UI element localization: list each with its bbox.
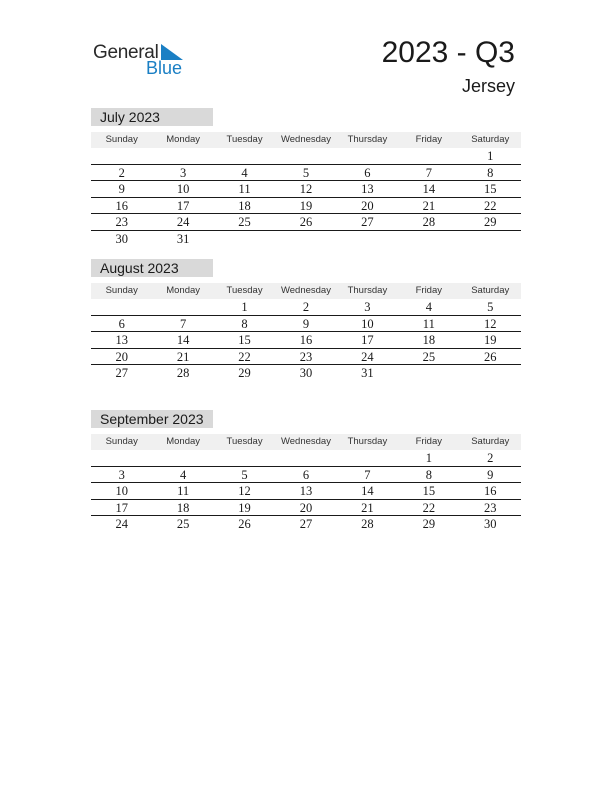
weekday-label: Tuesday xyxy=(226,134,263,145)
day-cell: 30 xyxy=(299,366,313,380)
week-row xyxy=(91,165,521,182)
day-cell xyxy=(275,450,336,466)
day-cell: 2 xyxy=(302,300,310,314)
day-cell: 7 xyxy=(180,316,187,331)
day-cell: 12 xyxy=(299,182,313,196)
day-cell: 1 xyxy=(425,451,432,465)
day-cell: 30 xyxy=(483,517,497,531)
day-cell: 23 xyxy=(483,500,497,515)
week-row xyxy=(91,349,521,366)
day-cell: 16 xyxy=(115,198,128,213)
day-cell: 14 xyxy=(176,333,190,347)
day-cell xyxy=(214,148,275,164)
day-cell: 28 xyxy=(422,215,436,229)
day-cell xyxy=(398,365,459,382)
day-cell: 6 xyxy=(364,165,371,180)
day-cell: 11 xyxy=(177,484,190,498)
weekday-label: Monday xyxy=(166,134,201,145)
day-cell: 16 xyxy=(483,484,497,498)
day-cell: 11 xyxy=(238,182,251,196)
day-cell: 6 xyxy=(302,467,310,482)
day-cell: 4 xyxy=(425,300,432,314)
week-row xyxy=(91,450,521,467)
day-cell: 19 xyxy=(238,500,251,515)
day-cell: 6 xyxy=(118,316,125,331)
day-cell xyxy=(460,231,521,248)
day-cell: 18 xyxy=(422,333,436,347)
weekday-label: Wednesday xyxy=(280,134,331,145)
day-cell xyxy=(152,148,213,164)
day-cell: 8 xyxy=(425,467,432,482)
day-cell: 5 xyxy=(302,165,310,180)
month-july xyxy=(91,108,521,247)
weekday-label: Wednesday xyxy=(280,436,331,447)
week-row xyxy=(91,214,521,231)
day-cell xyxy=(337,231,398,248)
day-cell: 25 xyxy=(176,517,190,531)
day-cell: 27 xyxy=(115,366,128,380)
day-cell: 12 xyxy=(483,316,497,331)
day-cell: 12 xyxy=(238,484,251,498)
weekday-label: Sunday xyxy=(105,436,138,447)
day-cell: 19 xyxy=(483,333,497,347)
weekday-label: Sunday xyxy=(105,285,138,296)
day-cell: 8 xyxy=(241,316,248,331)
month-title: September 2023 xyxy=(91,410,213,428)
day-cell: 10 xyxy=(115,484,128,498)
day-cell: 25 xyxy=(238,215,251,229)
day-cell: 31 xyxy=(176,231,190,246)
day-cell xyxy=(398,148,459,164)
day-cell: 28 xyxy=(176,366,190,380)
week-row xyxy=(91,198,521,215)
day-cell: 24 xyxy=(115,517,128,531)
weekday-label: Saturday xyxy=(471,134,510,145)
day-cell: 8 xyxy=(487,165,494,180)
week-row xyxy=(91,365,521,382)
day-cell: 17 xyxy=(115,500,128,515)
day-cell: 27 xyxy=(299,517,313,531)
day-cell: 24 xyxy=(176,215,190,229)
day-cell xyxy=(398,231,459,248)
day-cell: 4 xyxy=(180,467,187,482)
weekday-label: Tuesday xyxy=(226,285,263,296)
month-september xyxy=(91,410,521,533)
weekday-header-row xyxy=(91,283,521,299)
day-cell: 21 xyxy=(361,500,374,515)
week-row xyxy=(91,316,521,333)
day-cell xyxy=(91,450,152,466)
day-cell: 29 xyxy=(483,215,497,229)
weekday-label: Saturday xyxy=(471,436,510,447)
day-cell xyxy=(275,148,336,164)
day-cell xyxy=(214,231,275,248)
weekday-label: Thursday xyxy=(347,285,388,296)
day-cell: 17 xyxy=(361,333,374,347)
day-cell: 29 xyxy=(422,517,436,531)
day-cell: 21 xyxy=(422,198,436,213)
weekday-label: Tuesday xyxy=(226,436,263,447)
day-cell: 3 xyxy=(180,165,187,180)
week-row xyxy=(91,181,521,198)
day-cell: 1 xyxy=(241,300,248,314)
day-cell: 5 xyxy=(487,300,494,314)
day-cell: 22 xyxy=(483,198,497,213)
day-cell: 23 xyxy=(115,215,128,229)
day-cell: 28 xyxy=(361,517,374,531)
day-cell: 25 xyxy=(422,349,436,364)
day-cell: 13 xyxy=(115,333,128,347)
day-cell: 11 xyxy=(422,316,435,331)
weekday-header-row xyxy=(91,434,521,450)
weekday-label: Monday xyxy=(166,436,201,447)
weekday-label: Monday xyxy=(166,285,201,296)
weekday-header-row xyxy=(91,132,521,148)
day-cell: 21 xyxy=(176,349,190,364)
week-row xyxy=(91,483,521,500)
day-cell: 26 xyxy=(299,215,313,229)
day-cell: 17 xyxy=(176,198,190,213)
day-cell: 27 xyxy=(361,215,374,229)
day-cell: 23 xyxy=(299,349,313,364)
day-cell: 3 xyxy=(364,300,371,314)
day-cell: 4 xyxy=(241,165,248,180)
week-row xyxy=(91,467,521,484)
week-row xyxy=(91,231,521,248)
day-cell: 22 xyxy=(238,349,251,364)
day-cell xyxy=(91,299,152,315)
week-row xyxy=(91,516,521,533)
day-cell: 2 xyxy=(118,165,125,180)
day-cell: 13 xyxy=(299,484,313,498)
day-cell: 13 xyxy=(361,182,374,196)
day-cell xyxy=(337,148,398,164)
logo-general-text: General xyxy=(93,42,159,63)
day-cell: 15 xyxy=(483,182,497,196)
day-cell: 20 xyxy=(115,349,128,364)
weekday-label: Friday xyxy=(415,436,443,447)
day-cell: 9 xyxy=(487,467,494,482)
month-title: August 2023 xyxy=(91,259,213,277)
weekday-label: Thursday xyxy=(347,134,388,145)
day-cell: 16 xyxy=(299,333,313,347)
weekday-label: Wednesday xyxy=(280,285,331,296)
day-cell xyxy=(460,365,521,382)
day-cell xyxy=(275,231,336,248)
day-cell: 22 xyxy=(422,500,436,515)
day-cell: 30 xyxy=(115,231,128,246)
month-august xyxy=(91,259,521,382)
day-cell: 19 xyxy=(299,198,313,213)
day-cell xyxy=(214,450,275,466)
day-cell: 15 xyxy=(422,484,436,498)
day-cell: 26 xyxy=(238,517,251,531)
day-cell xyxy=(337,450,398,466)
weekday-label: Friday xyxy=(415,285,443,296)
logo-blue-text: Blue xyxy=(146,58,183,78)
day-cell: 31 xyxy=(361,366,374,380)
day-cell: 15 xyxy=(238,333,251,347)
day-cell xyxy=(91,148,152,164)
day-cell xyxy=(152,299,213,315)
week-row xyxy=(91,332,521,349)
day-cell: 5 xyxy=(241,467,248,482)
day-cell: 2 xyxy=(487,451,494,465)
day-cell: 10 xyxy=(176,182,190,196)
day-cell: 29 xyxy=(238,366,251,380)
day-cell: 24 xyxy=(361,349,374,364)
day-cell: 7 xyxy=(364,467,371,482)
week-row xyxy=(91,148,521,165)
day-cell: 7 xyxy=(425,165,432,180)
page-title: 2023 - Q3 xyxy=(381,36,515,69)
day-cell: 14 xyxy=(422,182,436,196)
day-cell: 10 xyxy=(361,316,374,331)
day-cell: 3 xyxy=(118,467,125,482)
day-cell xyxy=(152,450,213,466)
week-row xyxy=(91,299,521,316)
weekday-label: Saturday xyxy=(471,285,510,296)
day-cell: 18 xyxy=(238,198,251,213)
day-cell: 9 xyxy=(118,182,125,196)
weekday-label: Friday xyxy=(415,134,443,145)
day-cell: 1 xyxy=(487,149,494,163)
week-row xyxy=(91,500,521,517)
day-cell: 14 xyxy=(361,484,374,498)
day-cell: 9 xyxy=(302,316,310,331)
weekday-label: Sunday xyxy=(105,134,138,145)
generalblue-logo xyxy=(93,40,193,80)
country-name: Jersey xyxy=(461,76,515,96)
day-cell: 20 xyxy=(299,500,313,515)
day-cell: 26 xyxy=(483,349,497,364)
month-title: July 2023 xyxy=(91,108,213,126)
weekday-label: Thursday xyxy=(347,436,388,447)
day-cell: 18 xyxy=(176,500,190,515)
day-cell: 20 xyxy=(361,198,374,213)
